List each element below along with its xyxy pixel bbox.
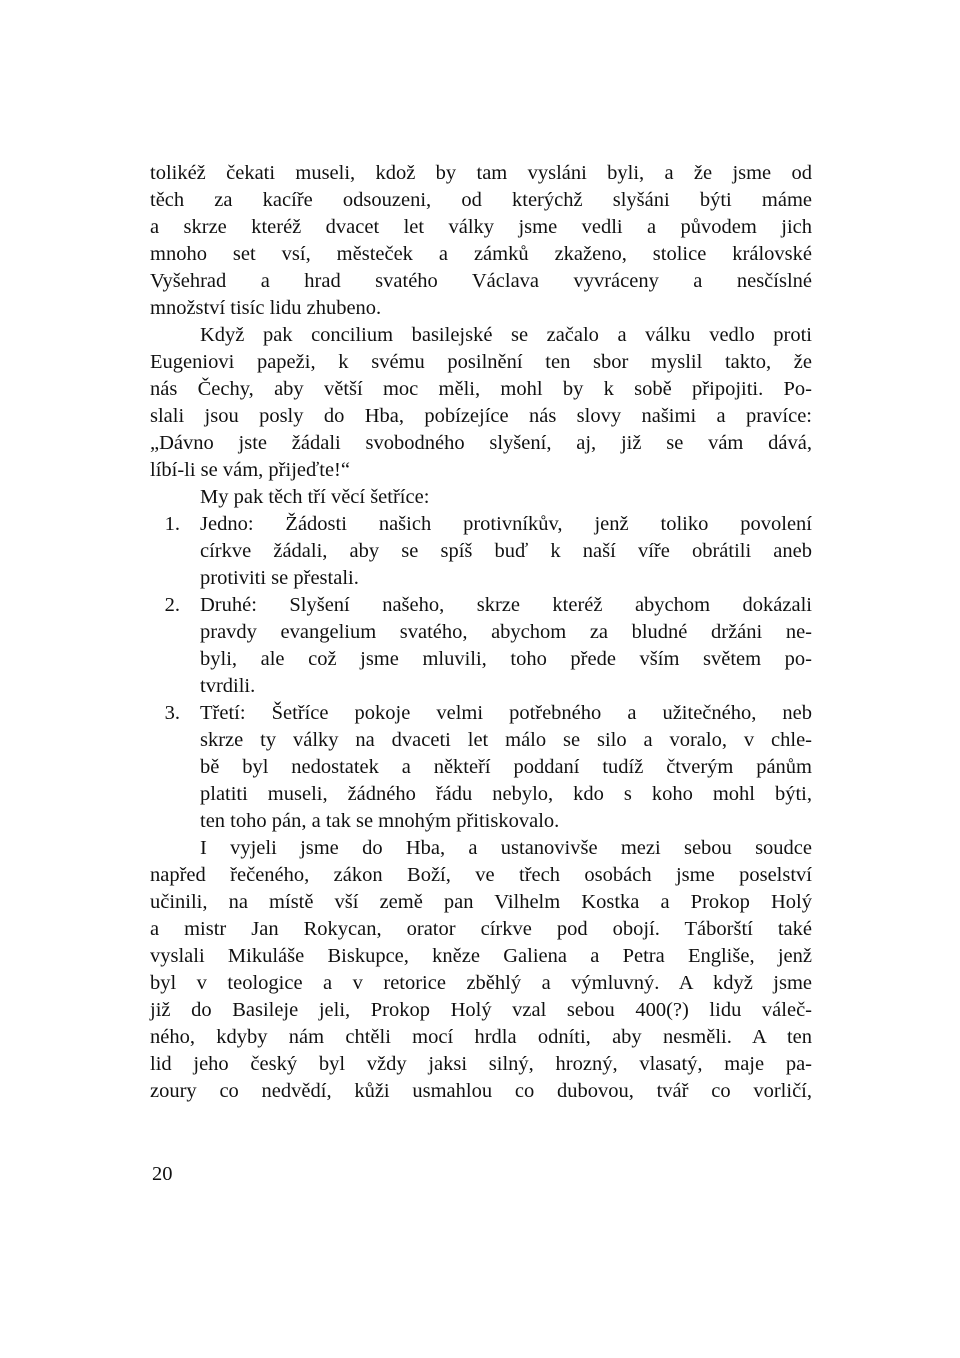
text-line: Když pak concilium basilejské se začalo a válku vedlo proti — [200, 324, 812, 346]
text-line: těch za kacíře odsouzeni, od kterýchž slyšáni býti máme — [150, 189, 812, 211]
text-line: učinili, na místě vší země pan Vilhelm Kostka a Prokop Holý — [150, 891, 812, 913]
text-line: skrze ty války na dvaceti let málo se silo a voralo, v chle- — [200, 729, 812, 751]
text-line: ného, kdyby nám chtěli mocí hrdla odníti, aby nesměli. A ten — [150, 1026, 812, 1048]
paragraph-4 — [150, 835, 812, 1105]
text-line: líbí-li se vám, přijeďte!“ — [150, 459, 350, 481]
paragraph-3 — [150, 484, 812, 511]
text-line: byl v teologice a v retorice zběhlý a výmluvný. A když jsme — [150, 972, 812, 994]
text-line: Vyšehrad a hrad svatého Václava vyvráceny a nesčíslné — [150, 270, 812, 292]
text-line: Druhé: Slyšení našeho, skrze kteréž abychom dokázali — [200, 594, 812, 616]
text-line: ten toho pán, a tak se mnohým přitiskovalo. — [200, 810, 560, 832]
text-line: byli, ale což jsme mluvili, toho přede vším světem po- — [200, 648, 812, 670]
numbered-list — [150, 511, 812, 835]
text-line: Třetí: Šetříce pokoje velmi potřebného a užitečného, neb — [200, 702, 812, 724]
text-line: již do Basileje jeli, Prokop Holý vzal sebou 400(?) lidu váleč- — [150, 999, 812, 1021]
paragraph-2 — [150, 322, 812, 484]
text-line: zoury co nedvědí, kůži usmahlou co dubovou, tvář co vorličí, — [150, 1080, 812, 1102]
list-item — [150, 700, 812, 835]
text-line: Eugeniovi papeži, k svému posilnění ten sbor myslil takto, že — [150, 351, 812, 373]
list-item — [150, 592, 812, 700]
text-line: napřed řečeného, zákon Boží, ve třech osobách jsme poselství — [150, 864, 812, 886]
paragraph-1 — [150, 160, 812, 322]
text-line: mnoho set vsí, městeček a zámků zkaženo, stolice královské — [150, 243, 812, 265]
text-line: množství tisíc lidu zhubeno. — [150, 297, 382, 319]
text-line: a skrze kteréž dvacet let války jsme vedli a původem jich — [150, 216, 812, 238]
text-line: církve žádali, aby se spíš buď k naší víře obrátili aneb — [200, 540, 812, 562]
text-line: protiviti se přestali. — [200, 567, 359, 589]
text-line: „Dávno jste žádali svobodného slyšení, aj, již se vám dává, — [150, 432, 812, 454]
list-item-number: 2. — [164, 594, 180, 616]
list-item-number: 1. — [164, 513, 180, 535]
text-line: nás Čechy, aby větší moc měli, mohl by k sobě připojiti. Po- — [150, 378, 812, 400]
list-item-number: 3. — [164, 702, 180, 724]
text-line: vyslali Mikuláše Biskupce, kněze Galiena a Petra Engliše, jenž — [150, 945, 812, 967]
text-line: I vyjeli jsme do Hba, a ustanovivše mezi sebou soudce — [200, 837, 812, 859]
text-line: a mistr Jan Rokycan, orator církve pod obojí. Táborští také — [150, 918, 812, 940]
text-line: Jedno: Žádosti našich protivníkův, jenž toliko povolení — [200, 513, 812, 535]
text-line: tolikéž čekati museli, kdož by tam vysláni byli, a že jsme od — [150, 162, 812, 184]
text-line: platiti museli, žádného řádu nebylo, kdo s koho mohl býti, — [200, 783, 812, 805]
list-item — [150, 511, 812, 592]
text-line: pravdy evangelium svatého, abychom za bludné držáni ne- — [200, 621, 812, 643]
text-line: My pak těch tří věcí šetříce: — [200, 486, 430, 508]
text-line: tvrdili. — [200, 675, 256, 697]
text-line: lid jeho český byl vždy jaksi silný, hrozný, vlasatý, maje pa- — [150, 1053, 812, 1075]
page-body — [150, 160, 812, 1105]
text-line: bě byl nedostatek a někteří poddaní tudíž čtverým pánům — [200, 756, 812, 778]
text-line: slali jsou posly do Hba, pobízejíce nás slovy našimi a pravíce: — [150, 405, 812, 427]
page-number: 20 — [152, 1163, 173, 1185]
